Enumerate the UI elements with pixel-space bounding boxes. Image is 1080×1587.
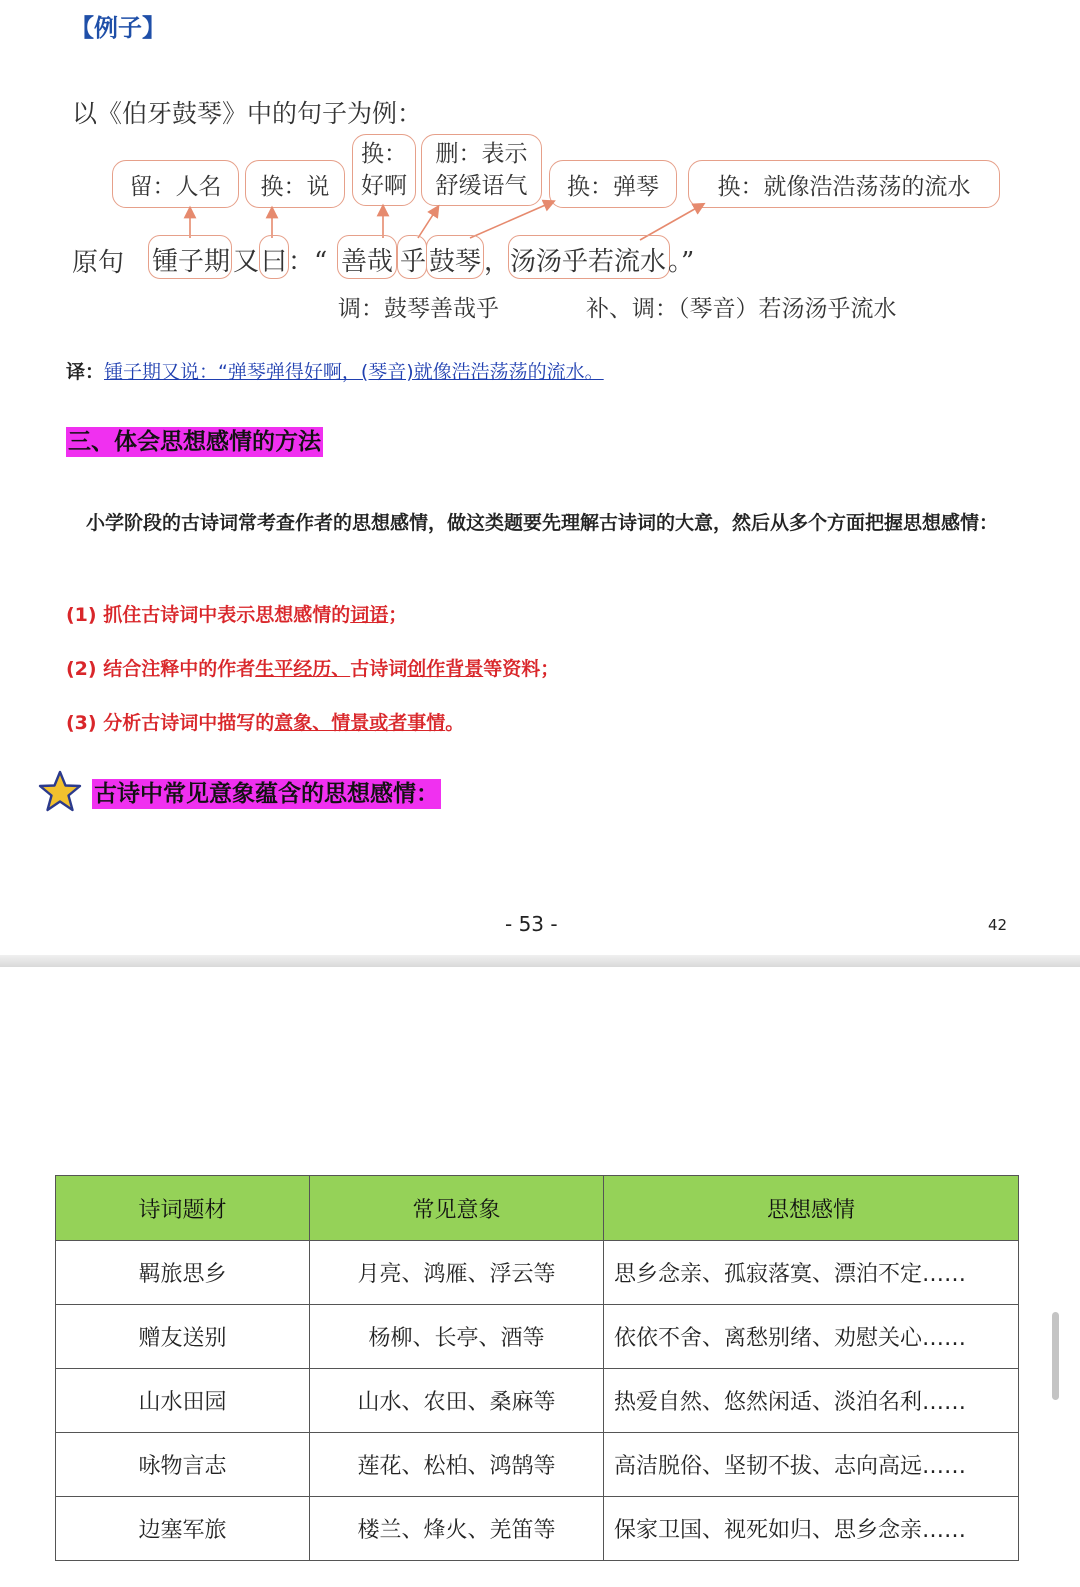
table-cell-emotion: 保家卫国、视死如归、思乡念亲…… — [604, 1497, 1019, 1561]
sentence-word: 汤汤乎若流水 — [510, 247, 667, 277]
sentence-word: ， — [484, 247, 511, 277]
table-cell-theme: 羁旅思乡 — [56, 1241, 310, 1305]
method-underlined: 生平经历、 — [255, 658, 351, 680]
method-item-1 — [66, 600, 407, 627]
method-text: (1) 抓住古诗词中表示思想感情的 — [66, 604, 351, 626]
table-cell-imagery: 月亮、鸿雁、浮云等 — [310, 1241, 604, 1305]
supplement-note: 补、调：（琴音）若汤汤乎流水 — [586, 296, 897, 322]
note-box-text: 换：说 — [260, 173, 330, 200]
note-box-text: 换： — [361, 141, 407, 167]
table-cell-theme: 边塞军旅 — [56, 1497, 310, 1561]
imagery-heading — [92, 775, 441, 808]
sentence-word: 。” — [668, 247, 695, 277]
note-box-text: 删：表示 — [435, 141, 528, 167]
table-cell-imagery: 楼兰、烽火、羌笛等 — [310, 1497, 604, 1561]
method-underlined: 词语 — [350, 604, 389, 626]
table-cell-imagery: 山水、农田、桑麻等 — [310, 1369, 604, 1433]
table-header-row — [56, 1176, 1019, 1241]
method-text: ； — [388, 604, 408, 626]
table-cell-emotion: 依依不舍、离愁别绪、劝慰关心…… — [604, 1305, 1019, 1369]
method-text: (2) 结合注释中的作者 — [66, 658, 256, 680]
star-icon — [38, 770, 82, 812]
sentence-word: 锺子期 — [152, 247, 231, 277]
sentence-word: 又 — [233, 247, 260, 277]
scrollbar-thumb[interactable] — [1052, 1312, 1059, 1400]
example-title: 【例子】 — [70, 14, 166, 42]
table-cell-imagery: 杨柳、长亭、酒等 — [310, 1305, 604, 1369]
method-text: 等资料； — [483, 658, 560, 680]
document-page-54 — [0, 967, 1080, 1587]
method-underlined: 创作背景 — [407, 658, 484, 680]
table-header-cell: 思想感情 — [604, 1176, 1019, 1241]
table-row — [56, 1241, 1019, 1305]
translation-text: 锺子期又说：“弹琴弹得好啊，(琴音)就像浩浩荡荡的流水。 — [104, 361, 604, 383]
translation-label: 译： — [66, 361, 105, 383]
example-intro: 以《伯牙鼓琴》中的句子为例： — [72, 99, 423, 128]
table-header-cell: 常见意象 — [310, 1176, 604, 1241]
note-box-text: 好啊 — [361, 173, 407, 199]
side-page-number: 42 — [988, 916, 1008, 934]
method-text: 。 — [445, 712, 465, 734]
page-separator — [0, 955, 1080, 967]
section-3-heading — [66, 423, 323, 456]
sentence-word: 曰 — [261, 247, 288, 277]
sentence-word: 鼓琴 — [429, 247, 482, 277]
method-underlined: 意象、情景或者事情 — [274, 712, 446, 734]
table-row — [56, 1433, 1019, 1497]
imagery-heading-text: 古诗中常见意象蕴含的思想感情： — [94, 781, 439, 807]
intro-paragraph: 小学阶段的古诗词常考查作者的思想感情，做这类题要先理解古诗词的大意，然后从多个方面把握思想感情： — [86, 512, 999, 534]
table-cell-emotion: 思乡念亲、孤寂落寞、漂泊不定…… — [604, 1241, 1019, 1305]
table-cell-emotion: 高洁脱俗、坚韧不拔、志向高远…… — [604, 1433, 1019, 1497]
imagery-emotion-table — [55, 1175, 1019, 1561]
adjust-note: 调：鼓琴善哉乎 — [338, 296, 499, 322]
section-3-title: 三、体会思想感情的方法 — [68, 429, 321, 455]
original-sentence-label: 原句 — [72, 248, 125, 278]
page-number: - 53 - — [505, 912, 558, 936]
table-row — [56, 1497, 1019, 1561]
table-cell-theme: 咏物言志 — [56, 1433, 310, 1497]
translation-line — [66, 357, 604, 384]
note-box-text: 留：人名 — [129, 173, 222, 200]
table-cell-theme: 山水田园 — [56, 1369, 310, 1433]
table-cell-emotion: 热爱自然、悠然闲适、淡泊名利…… — [604, 1369, 1019, 1433]
note-box-text: 换：就像浩浩荡荡的流水 — [717, 173, 971, 200]
method-text: (3) 分析古诗词中描写的 — [66, 712, 275, 734]
table-row — [56, 1369, 1019, 1433]
method-item-3 — [66, 708, 464, 735]
sentence-word: 善哉 — [341, 247, 394, 277]
method-item-2 — [66, 654, 559, 681]
method-text: 古诗词 — [350, 658, 408, 680]
sentence-word: 乎 — [400, 247, 427, 277]
table-header-cell: 诗词题材 — [56, 1176, 310, 1241]
sentence-word: ：“ — [288, 247, 328, 277]
note-box-text: 舒缓语气 — [435, 173, 528, 199]
table-cell-theme: 赠友送别 — [56, 1305, 310, 1369]
table-cell-imagery: 莲花、松柏、鸿鹄等 — [310, 1433, 604, 1497]
table-row — [56, 1305, 1019, 1369]
note-box-text: 换：弹琴 — [567, 173, 659, 200]
arrow-icon — [0, 0, 1080, 260]
